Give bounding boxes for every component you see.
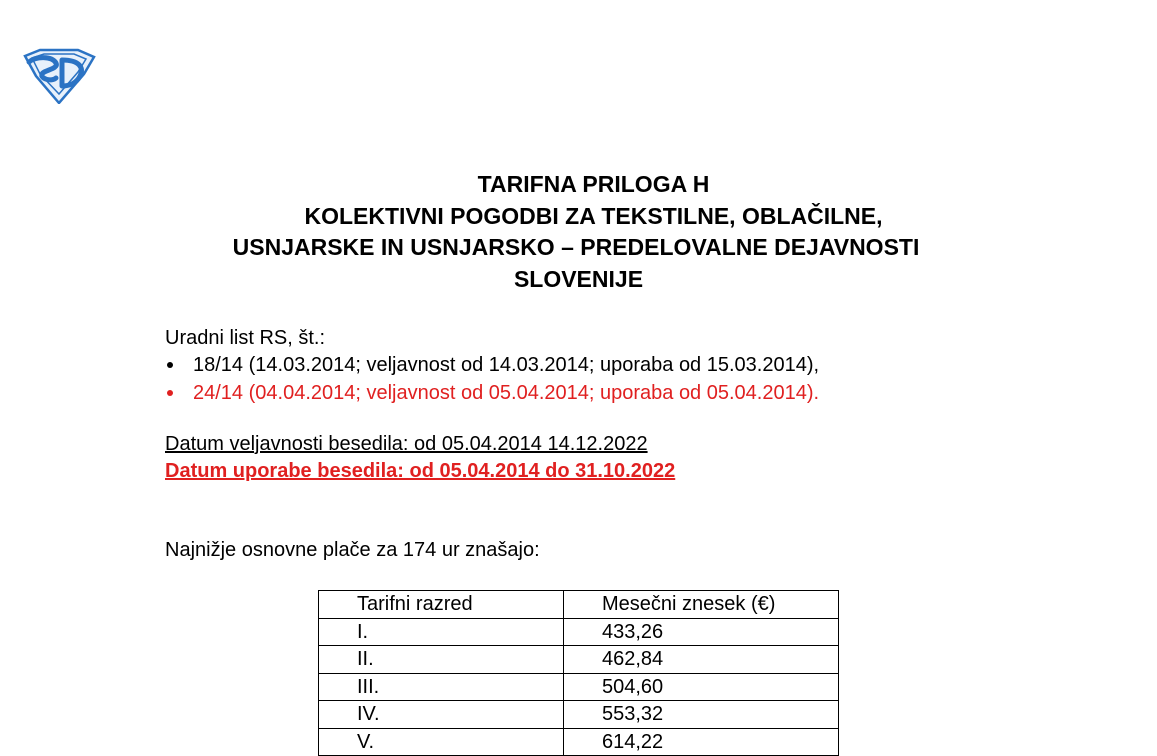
- title-line-1: TARIFNA PRILOGA H: [477, 171, 710, 197]
- table-cell: II.: [319, 646, 564, 674]
- table-cell: III.: [319, 673, 564, 701]
- column-header: Mesečni znesek (€): [564, 591, 839, 619]
- gazette-item-1: 18/14 (14.03.2014; veljavnost od 14.03.2014; uporaba od 15.03.2014),: [193, 354, 820, 376]
- table-row: [319, 618, 839, 646]
- table-cell: 553,32: [564, 701, 839, 729]
- salary-intro: Najnižje osnovne plače za 174 ur znašajo:: [165, 539, 540, 561]
- bullet-icon: [167, 362, 173, 368]
- application-date: Datum uporabe besedila: od 05.04.2014 do 31.10.2022: [165, 460, 676, 482]
- table-cell: 462,84: [564, 646, 839, 674]
- title-line-2: KOLEKTIVNI POGODBI ZA TEKSTILNE, OBLAČILNE,: [304, 202, 883, 229]
- table-row: [319, 646, 839, 674]
- title-line-4: SLOVENIJE: [513, 265, 644, 292]
- table-row: [319, 728, 839, 756]
- table-cell: 433,26: [564, 618, 839, 646]
- table-cell: 614,22: [564, 728, 839, 756]
- gazette-item-2: 24/14 (04.04.2014; veljavnost od 05.04.2014; uporaba od 05.04.2014).: [193, 382, 820, 404]
- document-title: [0, 169, 1157, 295]
- title-line-3: USNJARSKE IN USNJARSKO – PREDELOVALNE DEJAVNOSTI: [232, 234, 920, 260]
- column-header: Tarifni razred: [319, 591, 564, 619]
- table-cell: 504,60: [564, 673, 839, 701]
- table-cell: IV.: [319, 701, 564, 729]
- validity-date: Datum veljavnosti besedila: od 05.04.2014 14.12.2022: [165, 433, 648, 455]
- table-row: [319, 673, 839, 701]
- sd-shield-logo-icon: [22, 48, 96, 104]
- table-cell: I.: [319, 618, 564, 646]
- bullet-icon: [167, 390, 173, 396]
- table-cell: V.: [319, 728, 564, 756]
- table-header-row: [319, 591, 839, 619]
- table-row: [319, 701, 839, 729]
- gazette-label: Uradni list RS, št.:: [165, 327, 326, 349]
- salary-table: [318, 590, 839, 756]
